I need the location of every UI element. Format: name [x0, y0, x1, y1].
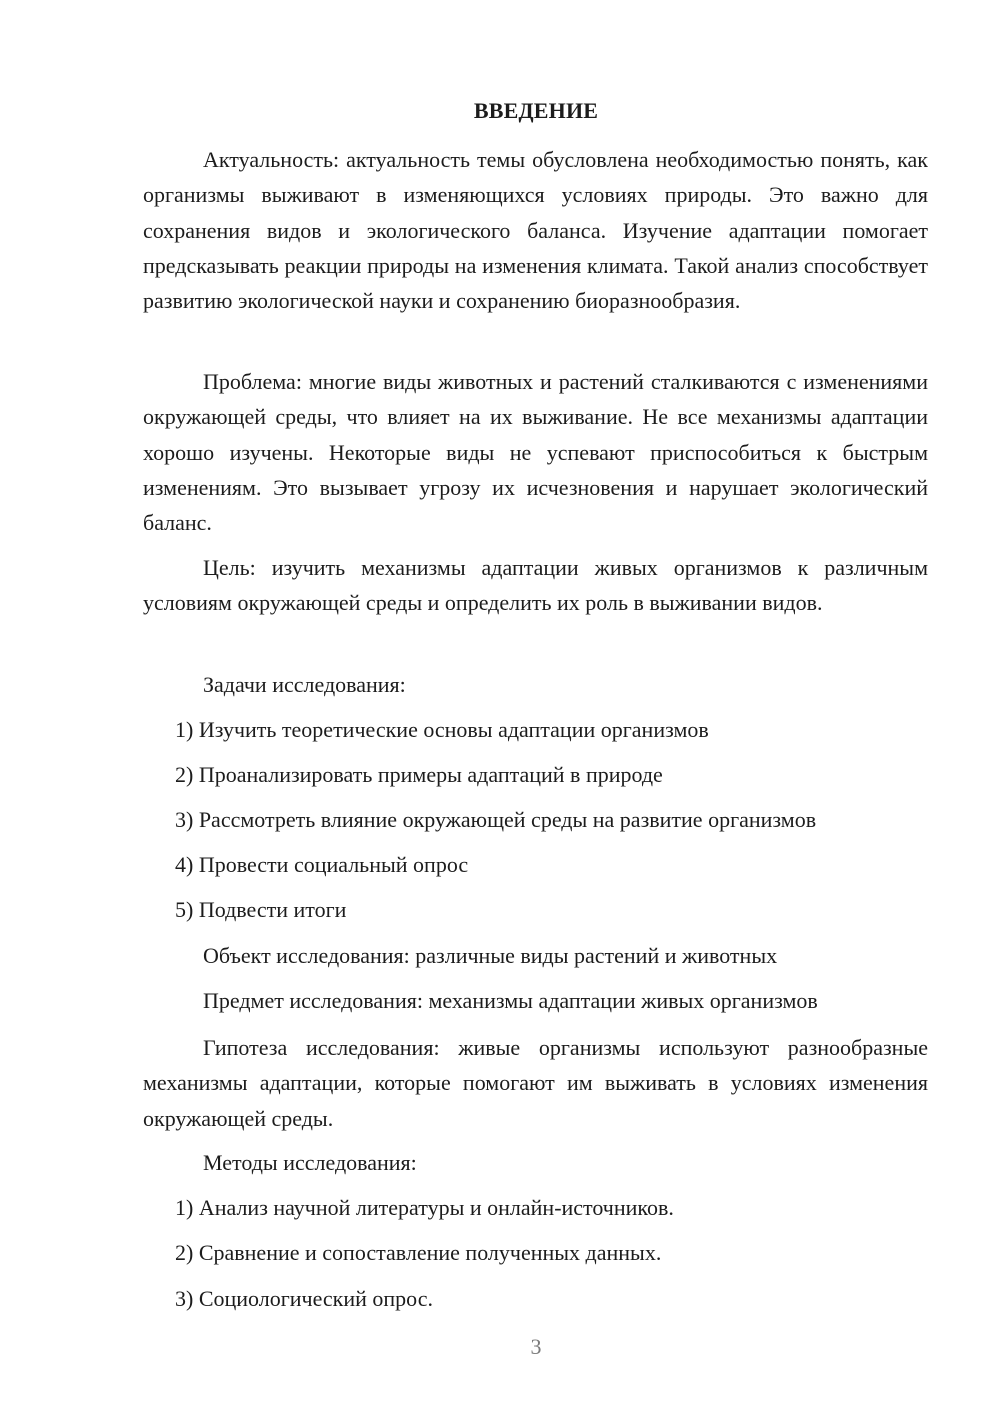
relevance-paragraph: Актуальность: актуальность темы обусловлена необходимостью понять, как организмы выживают в изменяющихся условиях природы. Это важно для сохранения видов и экологического баланса. Изучение адаптации помогает предсказывать реакции природы на изменения климата. Такой анализ способствует развитию экологической науки и сохранению биоразнообразия.: [143, 147, 928, 314]
methods-title: Методы исследования:: [203, 1150, 417, 1175]
method-item: 1) Анализ научной литературы и онлайн-источников.: [175, 1195, 674, 1220]
subject-line: Предмет исследования: механизмы адаптации живых организмов: [203, 988, 818, 1013]
page-number: 3: [530, 1334, 542, 1359]
task-item: 3) Рассмотреть влияние окружающей среды на развитие организмов: [175, 807, 817, 832]
problem-paragraph: Проблема: многие виды животных и растений сталкиваются с изменениями окружающей среды, что влияет на их выживание. Не все механизмы адаптации хорошо изучены. Некоторые виды не успевают приспособиться к быстрым изменениям. Это вызывает угрозу их исчезновения и нарушает экологический баланс.: [143, 369, 928, 536]
task-item: 5) Подвести итоги: [175, 897, 347, 922]
method-item: 2) Сравнение и сопоставление полученных данных.: [175, 1240, 662, 1265]
task-item: 4) Провести социальный опрос: [175, 852, 469, 877]
goal-paragraph: Цель: изучить механизмы адаптации живых организмов к различным условиям окружающей среды и определить их роль в выживании видов.: [143, 555, 928, 616]
object-line: Объект исследования: различные виды растений и животных: [203, 943, 778, 968]
section-heading: ВВЕДЕНИЕ: [473, 98, 599, 123]
hypothesis-paragraph: Гипотеза исследования: живые организмы используют разнообразные механизмы адаптации, которые помогают им выживать в условиях изменения окружающей среды.: [143, 1035, 928, 1131]
tasks-title: Задачи исследования:: [203, 672, 406, 697]
task-item: 1) Изучить теоретические основы адаптации организмов: [175, 717, 709, 742]
method-item: 3) Социологический опрос.: [175, 1286, 433, 1311]
task-item: 2) Проанализировать примеры адаптаций в природе: [175, 762, 663, 787]
